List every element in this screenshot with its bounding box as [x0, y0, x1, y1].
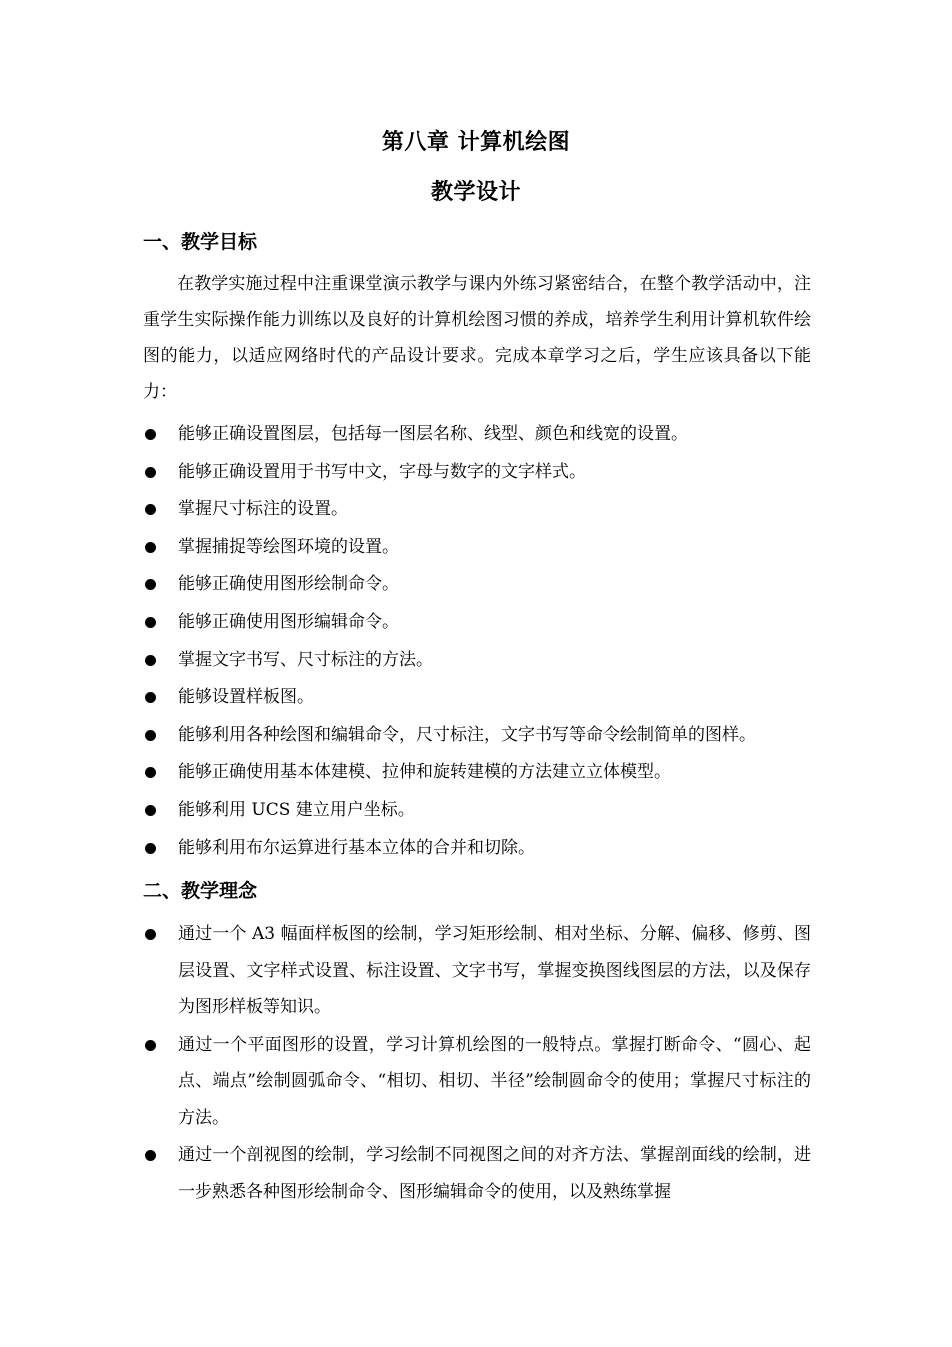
list-item [143, 491, 811, 529]
list-item-text: 能够正确使用图形编辑命令。 [178, 611, 399, 632]
list-item [143, 717, 811, 755]
list-item-text: 掌握捕捉等绘图环境的设置。 [178, 536, 399, 557]
list-item [143, 830, 811, 868]
bullet-icon [145, 542, 156, 553]
list-item [143, 754, 811, 792]
list-item-text: 能够正确使用基本体建模、拉伸和旋转建模的方法建立立体模型。 [178, 762, 671, 783]
list-item [143, 454, 811, 492]
bullet-icon [145, 429, 156, 440]
chapter-subtitle: 教学设计 [430, 180, 521, 205]
bullet-icon [145, 1150, 156, 1161]
list-item [143, 604, 811, 642]
objectives-intro-paragraph: 在教学实施过程中注重课堂演示教学与课内外练习紧密结合，在整个教学活动中，注重学生实际操作能力训练以及良好的计算机绘图习惯的养成，培养学生利用计算机软件绘图的能力，以适应网络时代的产品设计要求。完成本章学习之后，学生应该具备以下能力： [143, 274, 811, 402]
list-item-text: 通过一个 A3 幅面样板图的绘制，学习矩形绘制、相对坐标、分解、偏移、修剪、图层设置、文字样式设置、标注设置、文字书写，掌握变换图线图层的方法，以及保存为图形样板等知识。 [178, 924, 811, 1017]
bullet-icon [145, 617, 156, 628]
bullet-icon [145, 655, 156, 666]
list-item-text: 能够正确设置图层，包括每一图层名称、线型、颜色和线宽的设置。 [178, 424, 688, 444]
list-item-text: 能够正确使用图形绘制命令。 [178, 574, 399, 595]
bullet-icon [145, 929, 156, 940]
bullet-icon [145, 805, 156, 816]
bullet-icon [145, 843, 156, 854]
list-item [143, 916, 811, 1026]
bullet-icon [145, 1040, 156, 1051]
chapter-title: 第八章 计算机绘图 [381, 130, 571, 155]
objectives-list [143, 416, 811, 867]
list-item [143, 792, 811, 830]
list-item [143, 1137, 811, 1210]
bullet-icon [145, 579, 156, 590]
list-item [143, 566, 811, 604]
list-item-text: 能够正确设置用于书写中文，字母与数字的文字样式。 [178, 461, 586, 482]
section-heading-philosophy: 二、教学理念 [143, 880, 258, 902]
list-item [143, 529, 811, 567]
list-item-text: 通过一个平面图形的设置，学习计算机绘图的一般特点。掌握打断命令、“圆心、起点、端点”绘制圆弧命令、“相切、相切、半径”绘制圆命令的使用；掌握尺寸标注的方法。 [178, 1034, 811, 1128]
list-item-text: 通过一个剖视图的绘制，学习绘制不同视图之间的对齐方法、掌握剖面线的绘制，进一步熟悉各种图形绘制命令、图形编辑命令的使用，以及熟练掌握 [178, 1145, 811, 1202]
bullet-icon [145, 504, 156, 515]
philosophy-list [143, 916, 811, 1211]
list-item-text: 掌握尺寸标注的设置。 [178, 499, 348, 520]
section-heading-objectives: 一、教学目标 [143, 231, 258, 253]
list-item-text: 能够利用布尔运算进行基本立体的合并和切除。 [178, 837, 535, 858]
bullet-icon [145, 692, 156, 703]
bullet-icon [145, 767, 156, 778]
list-item [143, 642, 811, 680]
list-item [143, 679, 811, 717]
list-item-text: 能够设置样板图。 [178, 687, 314, 708]
list-item-text: 能够利用各种绘图和编辑命令，尺寸标注，文字书写等命令绘制简单的图样。 [178, 724, 756, 745]
list-item-text: 掌握文字书写、尺寸标注的方法。 [178, 649, 433, 670]
list-item [143, 416, 811, 454]
bullet-icon [145, 467, 156, 478]
list-item [143, 1027, 811, 1137]
bullet-icon [145, 730, 156, 741]
list-item-text: 能够利用 UCS 建立用户坐标。 [178, 799, 415, 820]
